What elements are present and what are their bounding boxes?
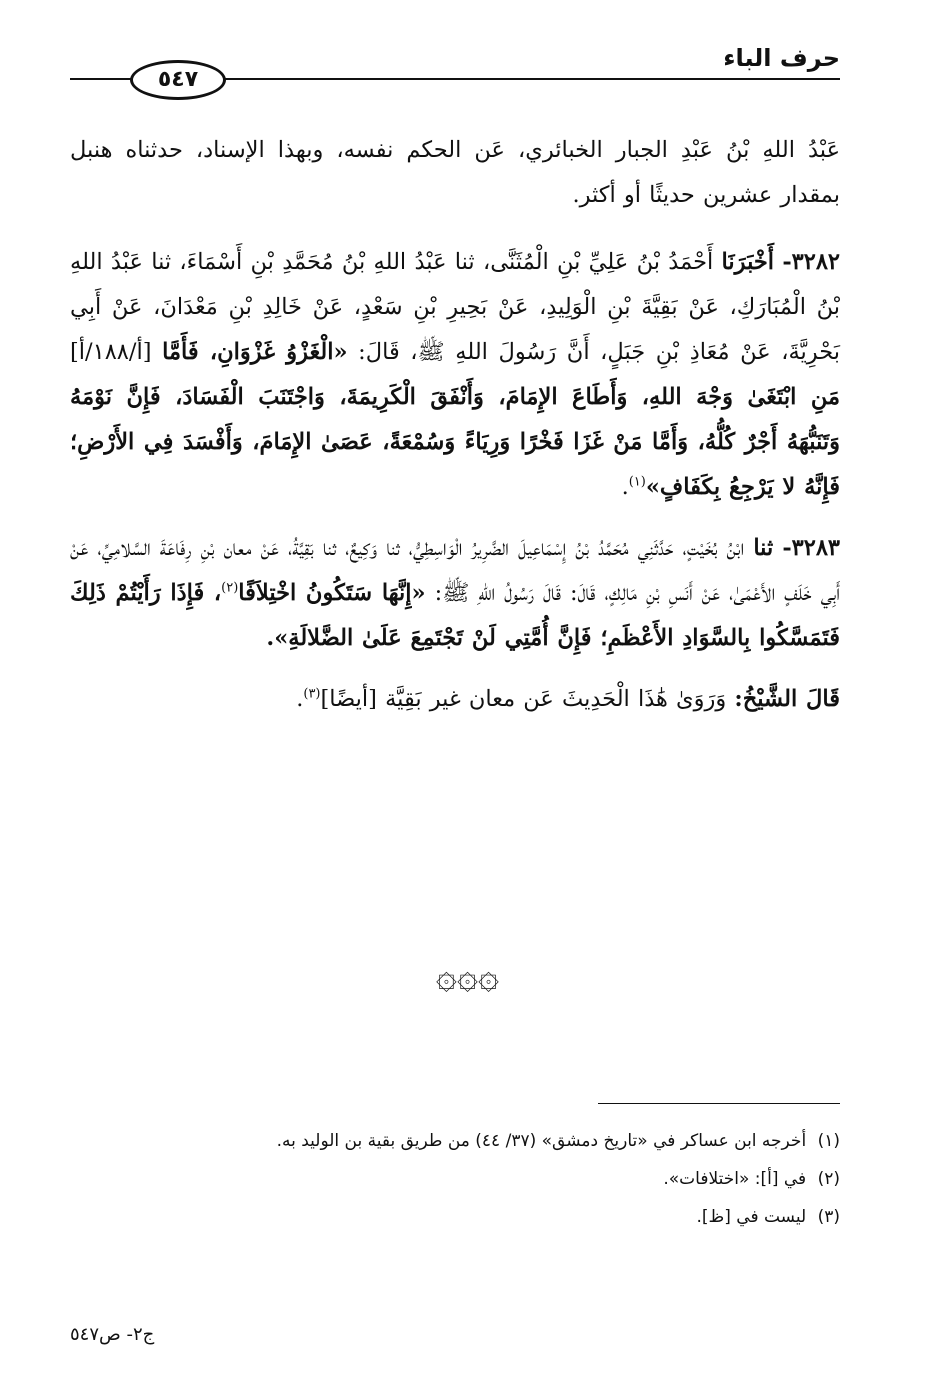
footnote-marker[interactable]: (٣) [303,686,321,702]
footnote-number: (٣) [817,1207,840,1227]
footnote-text: في [أ]: «اختلافات». [663,1169,807,1189]
hadith-3282: ٣٢٨٢- أَخْبَرَنَا أَحْمَدُ بْنُ عَلِيِّ بْنِ الْمُثَنَّى، ثنا عَبْدُ اللهِ بْنُ مُحَمَّدِ بْنِ أَسْمَاءَ، ثنا عَبْدُ اللهِ بْنُ الْمُبَارَكِ، عَنْ بَقِيَّةَ بْنِ الْوَلِيدِ، عَنْ بَحِيرِ بْنِ سَعْدٍ، عَنْ خَالِدِ بْنِ مَعْدَانَ، عَنْ أَبِي بَحْرِيَّةَ، عَنْ مُعَاذِ بْنِ جَبَلٍ، أَنَّ رَسُولَ اللهِ ﷺ، قَالَ: «الْغَزْوُ غَزْوَانِ، فَأَمَّا [أ/١٨٨/أ] مَنِ ابْتَغَىٰ وَجْهَ اللهِ، وَأَطَاعَ الإِمَامَ، وَأَنْفَقَ الْكَرِيمَةَ، وَاجْتَنَبَ الْفَسَادَ، فَإِنَّ نَوْمَهُ وَتَنَبُّهَهُ أَجْرٌ كُلُّهُ، وَأَمَّا مَنْ غَزَا فَخْرًا وَرِيَاءً وَسُمْعَةً، عَصَىٰ الإِمَامَ، وَأَفْسَدَ فِي الأَرْضِ؛ فَإِنَّهُ لا يَرْجِعُ بِكَفَافٍ»$^{(١)}$. [70,249,841,500]
footnote-item [70,1122,840,1160]
page-footer-ref: ج٢- ص٥٤٧ [70,1324,155,1345]
sheikh-label: قَالَ الشَّيْخُ: [734,686,840,712]
manuscript-ref: [أ/١٨٨/أ] [70,339,152,365]
footnotes [70,1122,840,1236]
footnote-marker[interactable]: (٢) [221,580,239,596]
isnad-text: أَحْمَدُ بْنُ عَلِيِّ بْنِ الْمُثَنَّى، ثنا عَبْدُ اللهِ بْنُ مُحَمَّدِ بْنِ أَسْمَاءَ، ثنا عَبْدُ اللهِ بْنُ الْمُبَارَكِ، عَنْ بَقِيَّةَ بْنِ الْوَلِيدِ، عَنْ بَحِيرِ بْنِ سَعْدٍ، عَنْ خَالِدِ بْنِ مَعْدَانَ، عَنْ أَبِي بَحْرِيَّةَ، عَنْ مُعَاذِ بْنِ جَبَلٍ، أَنَّ رَسُولَ اللهِ ﷺ، قَالَ: [70,249,841,365]
sheikh-note-text: وَرَوَىٰ هَٰذَا الْحَدِيثَ عَن معان غير بَقِيَّة [أيضًا] [320,686,727,712]
main-text [70,128,840,738]
hadith-text: «إِنَّهَا سَتَكُونُ اخْتِلاَفًا [238,580,426,606]
hadith-3283 [70,526,840,661]
footnote-number: (١) [817,1131,840,1151]
paragraph-1 [70,128,840,218]
sheikh-note [70,677,840,722]
hadith-text: «الْغَزْوُ غَزْوَانِ، فَأَمَّا [162,339,348,365]
hadith-number: ٣٢٨٣- [782,535,841,561]
transmission-keyword: أَخْبَرَنَا [721,249,775,275]
isnad-text: ابْنُ بُخَيْتٍ، حَدَّثَنِي مُحَمَّدُ بْنُ إِسْمَاعِيلَ الضَّرِيرُ الْوَاسِطِيُّ، ثنا وَكِيعٌ، ثنا بَقِيَّةُ، عَنْ معان بْنِ رِفَاعَةَ السَّلامِيِّ، عَنْ أَبِي خَلَفٍ الأَعْمَىٰ، عَنْ أَنَسِ بْنِ مَالِكٍ، قَالَ: قَالَ رَسُولُ اللهِ ﷺ: [70,535,841,606]
footnote-item [70,1198,840,1236]
page-header [70,40,840,100]
footnote-text: أخرجه ابن عساكر في «تاريخ دمشق» (٣٧/ ٤٤) من طريق بقية بن الوليد به. [276,1131,807,1151]
footnote-text: ليست في [ظ]. [696,1207,807,1227]
page-number-badge: ٥٤٧ [130,60,226,100]
footnote-number: (٢) [817,1169,840,1189]
chapter-title: حرف الباء [723,44,840,72]
hadith-text: ، فَإِذَا رَأَيْتُمْ ذَلِكَ فَتَمَسَّكُوا بِالسَّوَادِ الأَعْظَمِ؛ فَإِنَّ أُمَّتِي لَنْ تَجْتَمِعَ عَلَىٰ الضَّلالَةِ». [70,580,840,651]
paragraph-1-text: عَبْدُ اللهِ بْنُ عَبْدِ الجبار الخبائري، عَن الحكم نفسه، وبهذا الإسناد، حدثناه هنبل بمقدار عشرين حديثًا أو أكثر. [70,137,840,208]
footnote-item [70,1160,840,1198]
transmission-keyword: ثنا [753,535,774,561]
hadith-text: مَنِ ابْتَغَىٰ وَجْهَ اللهِ، وَأَطَاعَ الإِمَامَ، وَأَنْفَقَ الْكَرِيمَةَ، وَاجْتَنَبَ الْفَسَادَ، فَإِنَّ نَوْمَهُ وَتَنَبُّهَهُ أَجْرٌ كُلُّهُ، وَأَمَّا مَنْ غَزَا فَخْرًا وَرِيَاءً وَسُمْعَةً، عَصَىٰ الإِمَامَ، وَأَفْسَدَ فِي الأَرْضِ؛ فَإِنَّهُ لا يَرْجِعُ بِكَفَافٍ» [70,384,840,500]
hadith-number: ٣٢٨٢- [782,249,841,275]
sentence-end: . [296,686,304,712]
footnote-marker[interactable]: (١) [628,474,646,490]
footnote-rule [598,1103,840,1104]
section-ornament-icon: ۞۞۞ [435,956,500,997]
